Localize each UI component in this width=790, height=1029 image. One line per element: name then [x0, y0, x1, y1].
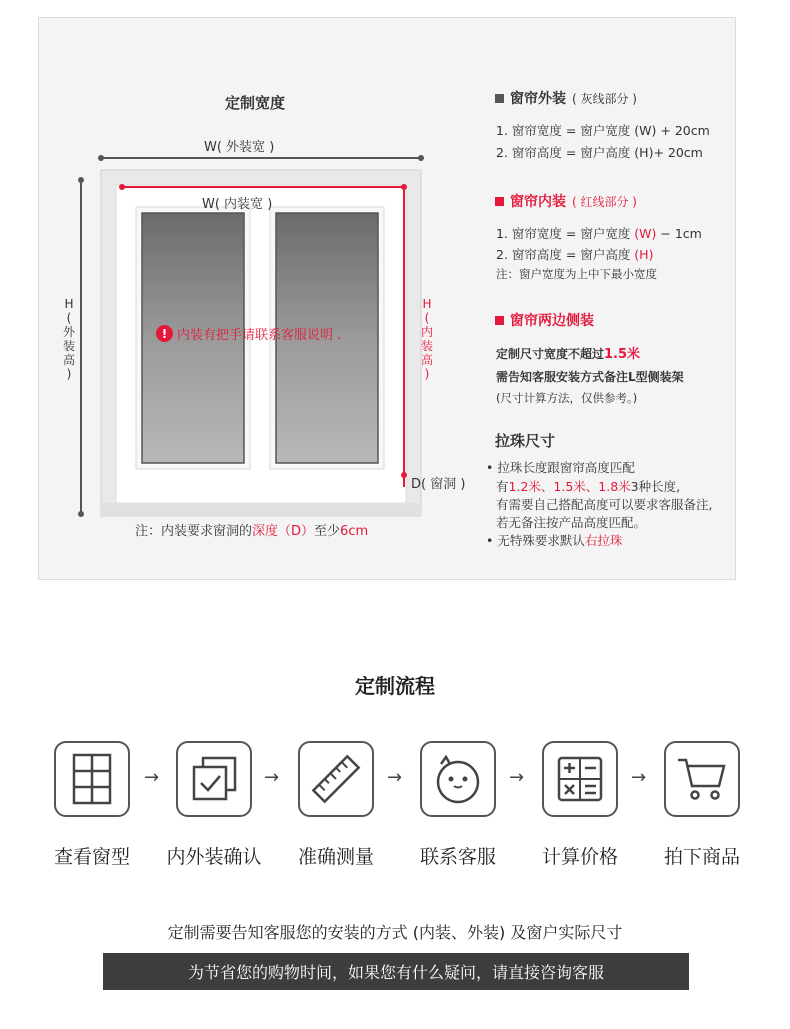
- inner-line-1: 1. 窗帘宽度 = 窗户宽度 (W) − 1cm: [496, 226, 702, 241]
- bead-line-2: 有1.2米、1.5米、1.8米3种长度,: [496, 479, 681, 494]
- side-line-3: (尺寸计算方法，仅供参考。): [496, 391, 638, 405]
- arrow-5: →: [631, 767, 647, 788]
- check-box-icon: [189, 754, 239, 804]
- step-label-5: 计算价格: [541, 846, 618, 868]
- step-contact-service: [420, 741, 496, 817]
- contact-service-banner: 为节省您的购物时间，如果您有什么疑问，请直接咨询客服: [103, 953, 689, 990]
- inner-line-2: 2. 窗帘高度 = 窗户高度 (H): [496, 247, 654, 262]
- step-confirm-install: [176, 741, 252, 817]
- red-square-icon: [495, 197, 504, 206]
- step-label-4: 联系客服: [419, 846, 496, 868]
- outer-line-2: 2. 窗帘高度 = 窗户高度 (H)+ 20cm: [496, 145, 703, 160]
- step-place-order: [664, 741, 740, 817]
- side-line-1: 定制尺寸宽度不超过1.5米: [496, 347, 641, 362]
- step-view-window: [54, 741, 130, 817]
- red-square-icon: [495, 316, 504, 325]
- inner-width-label: W( 内装宽 ): [202, 197, 273, 212]
- bead-line-4: 若无备注按产品高度匹配。: [496, 515, 647, 530]
- alert-icon: !: [156, 325, 173, 342]
- service-face-icon: [431, 752, 485, 806]
- outer-height-label: H ( 外 装 高 ): [62, 297, 75, 381]
- arrow-4: →: [509, 767, 525, 788]
- outer-width-label: W( 外装宽 ): [204, 140, 275, 155]
- window-grid-icon: [70, 752, 114, 806]
- arrow-3: →: [387, 767, 403, 788]
- footer-note: 定制需要告知客服您的安装的方式 (内装、外装) 及窗户实际尺寸: [167, 923, 623, 942]
- step-calculate-price: [542, 741, 618, 817]
- inner-install-heading: 窗帘内装 ( 红线部分 ): [495, 191, 637, 211]
- bead-line-1: • 拉珠长度跟窗帘高度匹配: [486, 460, 635, 475]
- step-label-3: 准确测量: [297, 846, 374, 868]
- bead-heading: 拉珠尺寸: [495, 432, 556, 450]
- outer-install-heading: 窗帘外装 ( 灰线部分 ): [495, 88, 637, 108]
- calculator-icon: [555, 754, 605, 804]
- shopping-cart-icon: [675, 754, 729, 804]
- arrow-2: →: [264, 767, 280, 788]
- step-label-2: 内外装确认: [166, 846, 262, 868]
- arrow-1: →: [144, 767, 160, 788]
- process-title: 定制流程: [355, 674, 435, 698]
- panel-title: 定制宽度: [225, 94, 286, 112]
- depth-label: D( 窗洞 ): [411, 477, 466, 492]
- step-label-6: 拍下商品: [663, 846, 740, 868]
- inner-warning: 注：窗户宽度为上中下最小宽度: [496, 267, 657, 281]
- step-label-1: 查看窗型: [53, 846, 130, 868]
- side-line-2: 需告知客服安装方式备注L型侧装架: [496, 370, 684, 384]
- step-measure: [298, 741, 374, 817]
- bead-line-5: • 无特殊要求默认右拉珠: [486, 533, 623, 548]
- bead-line-3: 有需要自己搭配高度可以要求客服备注,: [496, 497, 713, 512]
- depth-note: 注：内装要求窗洞的深度（D）至少6cm: [135, 524, 369, 539]
- inner-height-label: H ( 内 装 高 ): [420, 297, 433, 381]
- gray-square-icon: [495, 94, 504, 103]
- outer-line-1: 1. 窗帘宽度 = 窗户宽度 (W) + 20cm: [496, 123, 710, 138]
- side-install-heading: 窗帘两边侧装: [495, 310, 594, 330]
- center-note: ! 内装有把手请联系客服说明 .: [156, 324, 341, 343]
- ruler-icon: [309, 752, 363, 806]
